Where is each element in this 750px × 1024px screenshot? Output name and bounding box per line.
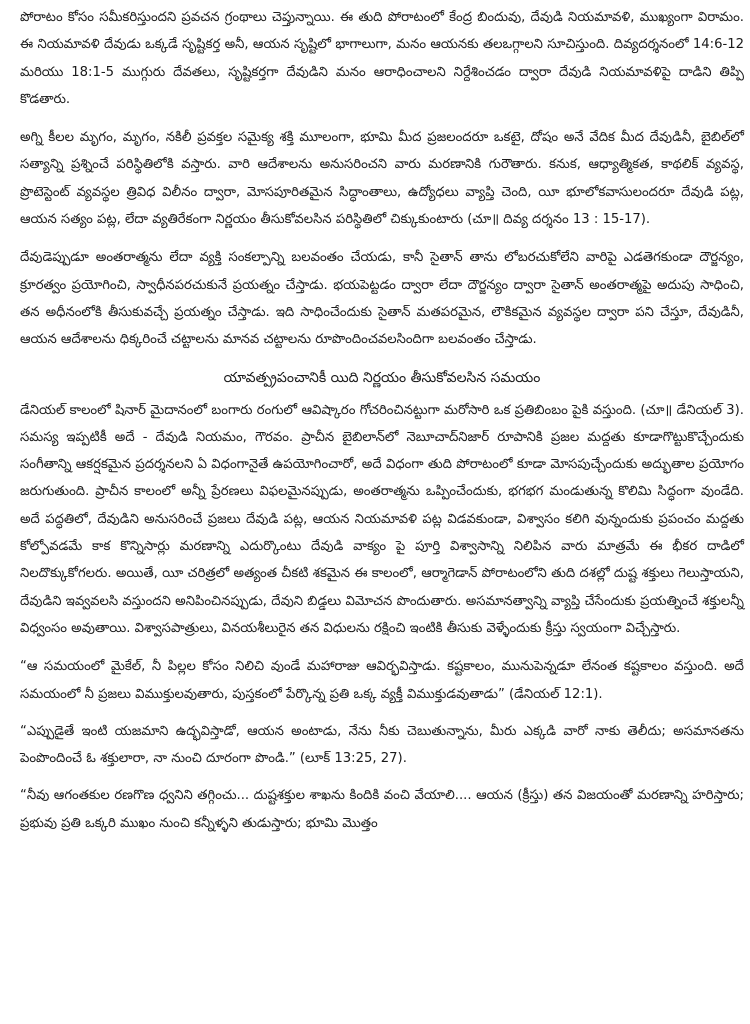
paragraph-4: డేనియల్ కాలంలో షినార్ మైదానంలో బంగారు రంగులో ఆవిష్కారం గోచరించినట్టుగా మరోసారి ఒక ప్రతిబింబం పైకి వస్తుంది. (చూ॥ డేనియల్ 3). సమస్య ఇప్పటికీ అదే - దేవుడి నియమం, గౌరవం. ప్రాచీన బైబిలాన్‌లో నెబూచాద్‌నిజార్ రూపానికి ప్రజల మద్దతు కూడాగొట్టుకొచ్చేందుకు సంగీతాన్ని ఆకర్షకమైన ప్రదర్శనలని ఏ విధంగానైతే ఉపయోగించారో, అదే విధంగా తుది పోరాటంలో కూడా మోసపుచ్చేందుకు అద్భుతాల ప్రయోగం జరుగుతుంది. ప్రాచీన కాలంలో అన్నీ ప్రేరణలు విఫలమైనప్పుడు, అంతరాత్మను ఒప్పించేందుకు, భగభగ మండుతున్న కొలిమి సిద్ధంగా వుండేది. అదే పద్ధతిలో, దేవుడిని అనుసరించే ప్రజలు దేవుడి పట్ల, ఆయన నియమావళి పట్ల విడవకుండా, విశ్వాసం కలిగి వున్నందుకు ప్రపంచం మద్దతు కోల్పోవడమే కాక కొన్నిసార్లు మరణాన్ని ఎదుర్కొంటు దేవుడి వాక్యం పై పూర్తి విశ్వాసాన్ని నిలిపిన వారు మాత్రమే ఈ భీకర దాడిలో నిలదొక్కుకోగలరు. అయితే, యీ చరిత్రలో అత్యంత చీకటి శకమైన ఈ కాలంలో, ఆర్మాగెడాన్ పోరాటంలోని తుది దశల్లో దుష్ట శక్తులు గెలుస్తాయని, దేవుడిని ఇవ్వవలసి వస్తుందని అనిపించినప్పుడు, దేవుని బిడ్డలు విమోచన పొందుతారు. అసమానత్వాన్ని వ్యాప్తి చేసేందుకు ప్రయత్నించే శక్తులన్నీ విధ్వంసం అవుతాయి. విశ్వాసపాత్రులు, వినయశీలురైన తన విధులను రక్షించి ఇంటికి తీసుకు వెళ్ళేందుకు క్రీస్తు స్వయంగా విచ్చేస్తారు. xyxy=(20,402,744,636)
paragraph-3: దేవుడెప్పుడూ అంతరాత్మను లేదా వ్యక్తి సంకల్పాన్ని బలవంతం చేయడు, కానీ సైతాన్ తాను లోబరచుకోలేని వారిపై ఎడతెగకుండా దౌర్జన్యం, క్రూరత్వం ప్రయోగించి, స్వాధీనపరచుకునే ప్రయత్నం చేస్తాడు. భయపెట్టడం ద్వారా లేదా దౌర్జన్యం ద్వారా సైతాన్ అంతరాత్మపై అదుపు సాధించి, తన అధీనంలోకి తీసుకువచ్చే ప్రయత్నం చేస్తాడు. ఇది సాధించేందుకు సైతాన్ మతపరమైన, లౌకికమైన వ్యవస్థల ద్వారా పని చేస్తూ, దేవుడినీ, ఆయన ఆదేశాలను ధిక్కరించే చట్టాలను మానవ చట్టాలను రూపొందించవలసిందిగా బలవంతం చేస్తాడు. xyxy=(20,250,744,348)
quote-daniel: “ఆ సమయంలో మైకేల్, నీ పిల్లల కోసం నిలిచి వుండే మహారాజు ఆవిర్భవిస్తాడు. కష్టకాలం, మునుపెన్నడూ లేనంత కష్టకాలం వస్తుంది. అదే సమయంలో నీ ప్రజలు విముక్తులవుతారు, పుస్తకంలో పేర్కొన్న ప్రతి ఒక్క వ్యక్తీ విముక్తుడవుతాడు” (డేనియల్ 12:1). xyxy=(20,659,744,702)
quote-luke: “ఎప్పుడైతే ఇంటి యజమాని ఉద్భవిస్తాడో, ఆయన అంటాడు, నేను నీకు చెబుతున్నాను, మీరు ఎక్కడి వారో నాకు తెలీదు; అసమానతను పెంపొందించే ఓ శక్తులారా, నా నుంచి దూరంగా పొండి.” (లూక్ 13:25, 27). xyxy=(20,723,744,767)
quote-final: “నీవు ఆగంతకుల రణగొణ ధ్వనిని తగ్గించు... దుష్టశక్తుల శాఖను కిందికి వంచి వేయాలి.... ఆయన (క్రీస్తు) తన విజయంతో మరణాన్ని హరిస్తారు; ప్రభువు ప్రతి ఒక్కరి ముఖం నుంచి కన్నీళ్ళని తుడుస్తారు; భూమి మొత్తం xyxy=(20,788,744,831)
section-heading: యావత్ప్రపంచానికీ యిది నిర్ణయం తీసుకోవలసిన సమయం xyxy=(223,369,541,386)
paragraph-1: పోరాటం కోసం సమీకరిస్తుందని ప్రవచన గ్రంథాలు చెప్తున్నాయి. ఈ తుది పోరాటంలో కేంద్ర బిందువు, దేవుడి నియమావళి, ముఖ్యంగా విరామం. ఈ నియమావళి దేవుడు ఒక్కడే సృష్టికర్త అనీ, ఆయన సృష్టిలో భాగాలుగా, మనం ఆయనకు తలఒగ్గాలని సూచిస్తుంది. దివ్యదర్శనంలో 14:6-12 మరియు 18:1-5 ముగ్గురు దేవతలు, సృష్టికర్తగా దేవుడిని మనం ఆరాధించాలని నిర్దేశించడం ద్వారా దేవుడి నియమావళిపై దాడిని తిప్పి కొడతారు. xyxy=(20,10,744,107)
paragraph-2: అగ్ని కీలల మృగం, మృగం, నకిలీ ప్రవక్తల సమైక్య శక్తి మూలంగా, భూమి మీద ప్రజలందరూ ఒకటై, దోషం అనే వేదిక మీద దేవుడినీ, బైబిల్‌లో సత్యాన్ని ప్రశ్నించే పరిస్థితిలోకి వస్తారు. వారి ఆదేశాలను అనుసరించని వారు మరణానికి గురౌతారు. కనుక, ఆధ్యాత్మికత, కాథలిక్ వ్యవస్థ, ప్రొటెస్టెంట్ వ్యవస్థల త్రివిధ విలీనం ద్వారా, మోసపూరితమైన సిద్ధాంతాలు, ఉద్యోధలు వ్యాప్తి చెంది, యీ భూలోకవాసులందరూ దేవుడి పట్ల, ఆయన సత్యం పట్ల, లేదా వ్యతిరేకంగా నిర్ణయం తీసుకోవలసిన పరిస్థితిలో చిక్కుకుంటారు (చూ॥ దివ్య దర్శనం 13 : 15-17). xyxy=(20,130,744,228)
